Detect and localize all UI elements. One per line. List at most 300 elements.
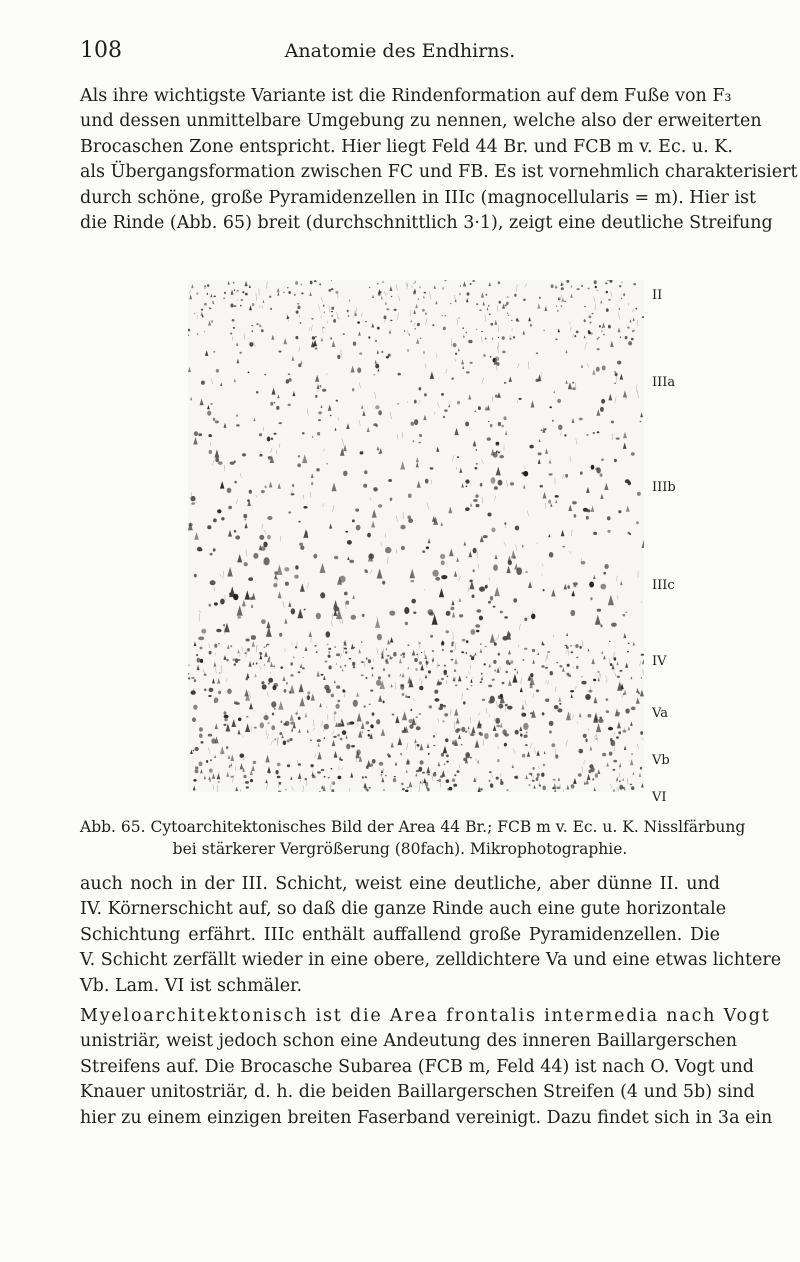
stained-cell (351, 615, 356, 620)
stained-cell (488, 601, 491, 604)
stained-cell (279, 351, 282, 353)
stained-cell (441, 678, 444, 681)
stained-cell (446, 630, 449, 633)
stained-cell (447, 675, 449, 677)
stained-cell (251, 330, 253, 332)
stained-cell (510, 482, 514, 485)
stained-cell (298, 521, 300, 523)
stained-cell (362, 776, 364, 778)
stained-cell (557, 787, 561, 790)
stained-cell (466, 371, 470, 373)
stained-cell (628, 341, 632, 345)
stained-cell (604, 564, 608, 569)
stained-cell (550, 671, 553, 675)
stained-cell (209, 604, 212, 607)
stained-cell (209, 307, 211, 309)
stained-cell (602, 366, 606, 371)
stained-cell (455, 684, 458, 686)
stained-cell (286, 379, 289, 383)
stained-cell (243, 775, 246, 779)
stained-cell (230, 332, 232, 334)
stained-cell (286, 682, 288, 684)
text-line: als Übergangsformation zwischen FC und FB. Es ist vornehmlich charakterisiert (80, 162, 798, 183)
stained-cell (473, 499, 478, 502)
stained-cell (392, 714, 395, 716)
stained-cell (513, 556, 517, 559)
stained-cell (606, 710, 609, 713)
stained-cell (232, 319, 235, 322)
stained-cell (542, 712, 545, 715)
stained-cell (259, 535, 264, 540)
stained-cell (619, 670, 622, 672)
stained-cell (589, 322, 592, 324)
stained-cell (365, 321, 367, 322)
stained-cell (209, 651, 212, 655)
stained-cell (530, 673, 533, 677)
stained-cell (536, 379, 539, 382)
stained-cell (619, 285, 622, 287)
stained-cell (572, 387, 575, 390)
stained-cell (588, 288, 590, 290)
stained-cell (366, 677, 368, 679)
stained-cell (529, 784, 531, 786)
stained-cell (250, 779, 253, 782)
stained-cell (428, 753, 430, 755)
stained-cell (279, 422, 282, 424)
stained-cell (200, 647, 203, 650)
stained-cell (513, 336, 515, 339)
stained-cell (298, 763, 301, 766)
stained-cell (442, 315, 443, 316)
stained-cell (494, 669, 496, 672)
stained-cell (443, 705, 446, 708)
stained-cell (545, 699, 549, 702)
stained-cell (482, 699, 485, 701)
stained-cell (614, 459, 617, 462)
stained-cell (566, 673, 569, 676)
stained-cell (521, 472, 525, 475)
stained-cell (377, 634, 382, 640)
stained-cell (485, 646, 487, 648)
stained-cell (564, 434, 566, 436)
stained-cell (297, 306, 300, 310)
stained-cell (360, 451, 364, 454)
stained-cell (378, 453, 380, 455)
stained-cell (231, 304, 234, 308)
stained-cell (303, 657, 304, 658)
stained-cell (372, 712, 375, 715)
stained-cell (264, 646, 266, 648)
stained-cell (375, 405, 379, 409)
stained-cell (587, 714, 591, 718)
stained-cell (218, 643, 220, 645)
stained-cell (336, 400, 338, 402)
stained-cell (214, 644, 217, 648)
stained-cell (437, 780, 439, 781)
stained-cell (254, 727, 257, 729)
stained-cell (532, 649, 535, 653)
stained-cell (402, 788, 405, 790)
stained-cell (253, 553, 258, 559)
stained-cell (498, 451, 500, 453)
stained-cell (366, 721, 370, 724)
stained-cell (393, 778, 396, 782)
stained-cell (551, 743, 555, 747)
stained-cell (542, 644, 545, 646)
stained-cell (218, 461, 223, 465)
stained-cell (232, 659, 235, 661)
stained-cell (588, 316, 591, 319)
stained-cell (353, 666, 356, 668)
stained-cell (407, 696, 410, 698)
stained-cell (435, 577, 440, 581)
stained-cell (194, 313, 195, 314)
stained-cell (502, 682, 505, 685)
stained-cell (574, 335, 576, 337)
stained-cell (508, 560, 512, 565)
stained-cell (514, 669, 516, 671)
stained-cell (417, 323, 420, 327)
stained-cell (511, 320, 513, 321)
stained-cell (377, 327, 380, 330)
stained-cell (419, 661, 422, 664)
stained-cell (496, 777, 499, 780)
stained-cell (378, 676, 381, 679)
stained-cell (290, 662, 293, 665)
stained-cell (394, 309, 397, 311)
stained-cell (336, 685, 340, 688)
stained-cell (505, 304, 507, 306)
stained-cell (249, 342, 253, 347)
stained-cell (276, 406, 279, 410)
stained-cell (400, 525, 405, 530)
stained-cell (438, 665, 440, 666)
stained-cell (461, 744, 463, 745)
stained-cell (302, 432, 305, 434)
stained-cell (555, 495, 559, 498)
stained-cell (455, 729, 459, 733)
stained-cell (473, 655, 474, 657)
stained-cell (600, 624, 602, 627)
stained-cell (387, 655, 390, 657)
stained-cell (307, 695, 310, 700)
stained-cell (224, 292, 226, 294)
stained-cell (419, 713, 422, 715)
stained-cell (201, 309, 203, 311)
stained-cell (608, 325, 611, 329)
stained-cell (238, 718, 241, 722)
stained-cell (209, 688, 214, 692)
stained-cell (223, 724, 226, 726)
stained-cell (506, 302, 508, 305)
stained-cell (636, 521, 639, 524)
stained-cell (616, 736, 619, 738)
stained-cell (191, 690, 196, 694)
stained-cell (591, 465, 595, 470)
stained-cell (218, 781, 220, 782)
stained-cell (583, 734, 587, 738)
stained-cell (470, 362, 473, 364)
stained-cell (466, 332, 467, 334)
stained-cell (246, 716, 248, 718)
stained-cell (571, 784, 575, 789)
stained-cell (545, 667, 548, 669)
stained-cell (265, 485, 267, 488)
paragraph-3 (80, 1004, 773, 1131)
stained-cell (336, 704, 340, 709)
stained-cell (279, 732, 282, 735)
stained-cell (633, 330, 635, 332)
stained-cell (338, 776, 342, 780)
stained-cell (587, 509, 591, 512)
stained-cell (385, 547, 391, 553)
stained-cell (316, 613, 321, 619)
stained-cell (557, 310, 559, 312)
stained-cell (199, 727, 203, 731)
stained-cell (498, 653, 500, 656)
stained-cell (584, 319, 586, 322)
stained-cell (402, 693, 405, 696)
stained-cell (476, 329, 477, 330)
stained-cell (434, 698, 439, 702)
stained-cell (343, 333, 345, 335)
stained-cell (245, 519, 247, 521)
stained-cell (375, 364, 379, 369)
stained-cell (599, 325, 601, 328)
stained-cell (353, 700, 358, 707)
stained-cell (503, 416, 506, 420)
stained-cell (567, 585, 570, 589)
stained-cell (478, 406, 481, 410)
stained-cell (622, 614, 625, 616)
stained-cell (571, 651, 574, 653)
stained-cell (336, 291, 338, 294)
stained-cell (517, 320, 520, 322)
stained-cell (493, 606, 496, 608)
stained-cell (323, 305, 325, 307)
stained-cell (367, 730, 370, 732)
stained-cell (414, 658, 418, 662)
stained-cell (627, 651, 629, 653)
stained-cell (342, 730, 346, 735)
stained-cell (284, 689, 287, 693)
stained-cell (193, 779, 196, 782)
page-number: 108 (80, 38, 122, 63)
stained-cell (299, 543, 303, 546)
stained-cell (446, 754, 449, 757)
stained-cell (242, 291, 244, 293)
stained-cell (191, 677, 194, 679)
stained-cell (208, 434, 212, 437)
stained-cell (618, 510, 621, 513)
stained-cell (539, 297, 541, 299)
stained-cell (287, 764, 290, 767)
stained-cell (497, 759, 499, 762)
stained-cell (344, 665, 346, 667)
stained-cell (295, 336, 298, 339)
stained-cell (500, 694, 503, 697)
stained-cell (332, 781, 335, 785)
stained-cell (373, 423, 377, 426)
stained-cell (276, 770, 279, 774)
stained-cell (216, 369, 219, 373)
stained-cell (408, 494, 412, 499)
stained-cell (329, 665, 332, 669)
stained-cell (310, 739, 312, 741)
stained-cell (451, 659, 454, 661)
stained-cell (344, 648, 347, 650)
stained-cell (315, 336, 317, 337)
stained-cell (287, 287, 289, 288)
stained-cell (481, 331, 483, 332)
stained-cell (554, 705, 559, 709)
stained-cell (444, 665, 446, 667)
stained-cell (488, 421, 490, 422)
stained-cell (256, 391, 259, 394)
stained-cell (188, 665, 189, 666)
stained-cell (408, 518, 413, 523)
stained-cell (631, 753, 633, 755)
text-line: Vb. Lam. VI ist schmäler. (80, 975, 303, 996)
stained-cell (419, 642, 421, 644)
stained-cell (444, 713, 448, 716)
stained-cell (490, 783, 493, 787)
stained-cell (316, 651, 318, 653)
stained-cell (320, 592, 325, 598)
stained-cell (281, 721, 283, 724)
text-line: Myeloarchitektonisch ist die Area frontalis intermedia nach Vogt (80, 1006, 771, 1026)
stained-cell (385, 775, 387, 777)
layer-label-vi: VI (652, 790, 667, 805)
stained-cell (428, 774, 430, 776)
stained-cell (596, 738, 598, 739)
stained-cell (481, 673, 483, 675)
stained-cell (615, 373, 618, 377)
stained-cell (451, 377, 454, 379)
stained-cell (274, 433, 277, 435)
stained-cell (488, 700, 492, 703)
stained-cell (416, 770, 420, 772)
stained-cell (536, 352, 538, 354)
stained-cell (340, 738, 343, 741)
stained-cell (556, 662, 558, 663)
stained-cell (476, 630, 479, 633)
stained-cell (331, 307, 334, 310)
stained-cell (607, 280, 609, 281)
stained-cell (529, 677, 532, 680)
stained-cell (597, 338, 599, 339)
stained-cell (211, 320, 213, 323)
stained-cell (317, 432, 320, 436)
layer-label-ii: II (652, 288, 663, 303)
stained-cell (472, 595, 475, 598)
stained-cell (502, 351, 506, 354)
stained-cell (234, 305, 237, 307)
stained-cell (640, 421, 642, 422)
stained-cell (465, 479, 469, 483)
stained-cell (611, 421, 614, 424)
stained-cell (489, 313, 491, 315)
stained-cell (524, 648, 527, 650)
stained-cell (453, 784, 457, 787)
stained-cell (623, 693, 625, 695)
stained-cell (410, 580, 414, 582)
stained-cell (320, 385, 322, 388)
stained-cell (593, 679, 596, 682)
stained-cell (608, 299, 611, 301)
stained-cell (245, 781, 249, 784)
stained-cell (249, 490, 252, 494)
stained-cell (209, 450, 212, 454)
stained-cell (321, 769, 325, 771)
stained-cell (362, 614, 365, 617)
stained-cell (548, 651, 551, 653)
stained-cell (193, 705, 197, 710)
stained-cell (400, 685, 404, 690)
stained-cell (248, 372, 250, 374)
stained-cell (196, 654, 198, 656)
stained-cell (484, 663, 486, 665)
cortex-micrograph (188, 280, 644, 792)
stained-cell (393, 652, 396, 657)
stained-cell (555, 754, 558, 758)
stained-cell (469, 655, 471, 657)
stained-cell (541, 665, 544, 667)
stained-cell (613, 760, 617, 763)
stained-cell (514, 294, 516, 297)
stained-cell (315, 347, 318, 349)
stained-cell (440, 704, 443, 707)
stained-cell (316, 468, 320, 471)
stained-cell (198, 433, 202, 436)
stained-cell (418, 298, 419, 300)
stained-cell (489, 771, 492, 773)
stained-cell (625, 708, 629, 713)
text-line: IV. Körnerschicht auf, so daß die ganze Rinde auch eine gute horizontale (80, 899, 727, 920)
stained-cell (490, 356, 492, 358)
stained-cell (199, 762, 203, 767)
stained-cell (599, 717, 602, 720)
stained-cell (272, 713, 274, 716)
stained-cell (564, 301, 565, 303)
stained-cell (285, 582, 289, 586)
stained-cell (444, 671, 447, 676)
stained-cell (345, 651, 347, 654)
stained-cell (633, 283, 636, 285)
stained-cell (331, 694, 334, 698)
stained-cell (261, 490, 265, 493)
stained-cell (267, 437, 271, 442)
stained-cell (627, 327, 630, 329)
stained-cell (228, 506, 232, 509)
stained-cell (596, 367, 600, 372)
stained-cell (529, 445, 533, 449)
stained-cell (347, 722, 351, 725)
stained-cell (519, 398, 522, 400)
stained-cell (283, 741, 286, 746)
text-line: Streifens auf. Die Brocasche Subarea (FCB m, Feld 44) ist nach O. Vogt und (80, 1056, 754, 1077)
stained-cell (521, 713, 526, 717)
stained-cell (300, 322, 302, 324)
stained-cell (328, 655, 331, 658)
stained-cell (190, 496, 195, 501)
stained-cell (197, 547, 202, 552)
stained-cell (500, 781, 504, 785)
stained-cell (413, 291, 416, 294)
stained-cell (323, 327, 325, 328)
stained-cell (454, 669, 456, 672)
stained-cell (462, 639, 466, 642)
